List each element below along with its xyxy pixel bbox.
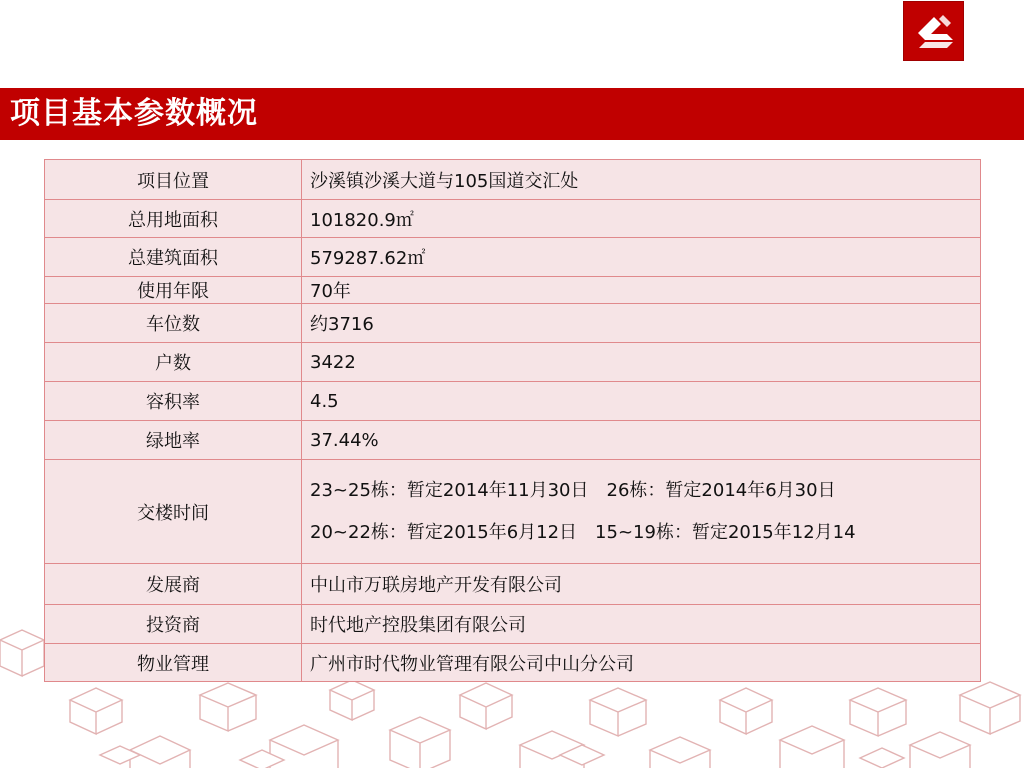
company-logo-icon [903,1,964,61]
row-label: 使用年限 [45,277,302,304]
row-label: 投资商 [45,605,302,644]
table-row [45,605,981,644]
table-row [45,238,981,277]
table-row [45,200,981,238]
row-label: 发展商 [45,564,302,605]
table-row [45,304,981,343]
row-value: 时代地产控股集团有限公司 [302,605,981,644]
row-value: 3422 [302,343,981,382]
row-label: 总用地面积 [45,200,302,238]
row-value: 37.44% [302,421,981,460]
row-value: 579287.62㎡ [302,238,981,277]
row-label: 户数 [45,343,302,382]
row-label: 容积率 [45,382,302,421]
row-value: 101820.9㎡ [302,200,981,238]
title-bar [0,88,1024,140]
row-value: 70年 [302,277,981,304]
row-label: 物业管理 [45,644,302,682]
row-label: 绿地率 [45,421,302,460]
row-value: 4.5 [302,382,981,421]
table-row [45,343,981,382]
table-row [45,564,981,605]
delivery-line: 20~22栋：暂定2015年6月12日 15~19栋：暂定2015年12月14 [310,521,856,543]
table-row [45,160,981,200]
row-label: 项目位置 [45,160,302,200]
table-row [45,277,981,304]
table-row [45,460,981,564]
table-row [45,644,981,682]
delivery-line: 23~25栋：暂定2014年11月30日 26栋：暂定2014年6月30日 [310,479,836,501]
row-label: 交楼时间 [45,460,302,564]
row-label: 总建筑面积 [45,238,302,277]
table-row [45,421,981,460]
project-parameters-table [44,159,981,682]
row-value: 沙溪镇沙溪大道与105国道交汇处 [302,160,981,200]
row-value: 约3716 [302,304,981,343]
row-value: 中山市万联房地产开发有限公司 [302,564,981,605]
row-value: 广州市时代物业管理有限公司中山分公司 [302,644,981,682]
row-value-delivery-schedule [302,460,981,564]
row-label: 车位数 [45,304,302,343]
table-row [45,382,981,421]
company-logo [903,1,964,61]
page-title: 项目基本参数概况 [10,96,258,131]
